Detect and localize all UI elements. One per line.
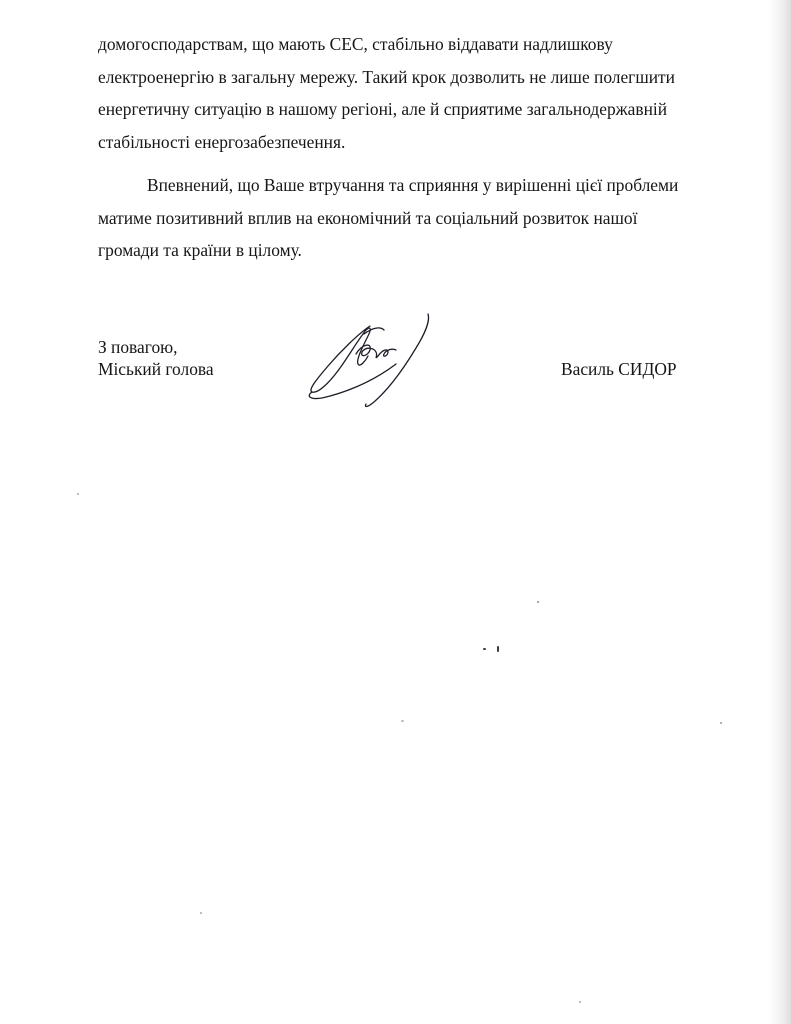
scan-speck <box>537 601 539 603</box>
scan-speck <box>497 646 499 652</box>
salutation: З повагою, <box>98 337 178 357</box>
paragraph-line: електроенергію в загальну мережу. Такий крок дозволить не лише полегшити <box>98 66 675 87</box>
signer-name: Василь СИДОР <box>561 359 677 379</box>
paragraph-line: енергетичну ситуацію в нашому регіоні, але й сприятиме загальнодержавній <box>98 99 668 119</box>
scan-speck <box>200 912 202 914</box>
paragraph-conclusion <box>98 169 698 267</box>
handwritten-signature-icon <box>300 304 440 414</box>
paragraph-line: матиме позитивний вплив на економічний та соціальний розвиток нашої <box>98 207 638 228</box>
scan-speck <box>401 720 404 722</box>
paragraph-line: стабільності енергозабезпечення. <box>98 131 346 152</box>
paragraph-line: домогосподарствам, що мають СЕС, стабільно віддавати надлишкову <box>98 34 613 54</box>
closing-block <box>98 336 214 380</box>
scan-speck <box>720 722 722 724</box>
scan-speck <box>579 1001 581 1003</box>
letter-body <box>98 28 698 267</box>
signer-position: Міський голова <box>98 359 214 379</box>
paragraph-continuation <box>98 28 698 158</box>
scan-speck <box>77 493 79 495</box>
paragraph-line: громади та країни в цілому. <box>98 240 302 260</box>
scan-speck <box>483 648 486 650</box>
paragraph-line: Впевнений, що Ваше втручання та сприяння у вирішенні цієї проблеми <box>147 175 679 195</box>
scan-edge-shadow <box>769 0 791 1024</box>
